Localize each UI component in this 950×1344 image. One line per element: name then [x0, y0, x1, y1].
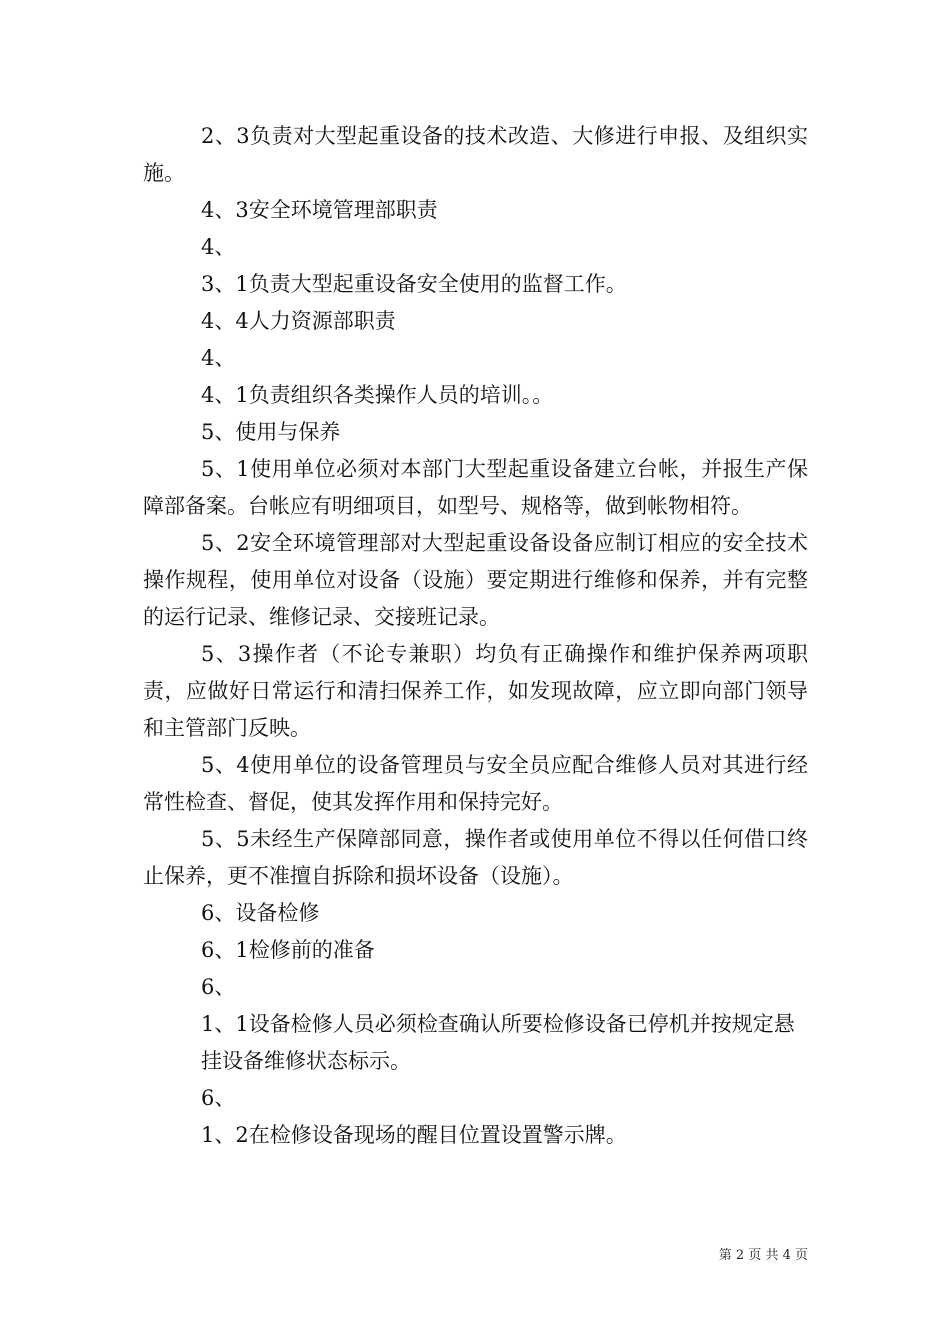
paragraph-continuation: 挂设备维修状态标示。 — [201, 1049, 411, 1073]
heading-4-4: 4、4人力资源部职责 — [201, 309, 396, 333]
paragraph-5-1: 5、1使用单位必须对本部门大型起重设备建立台帐，并报生产保障部备案。台帐应有明细项目，如型号、规格等，做到帐物相符。 — [143, 457, 808, 518]
paragraph-fragment: 6、 — [201, 1086, 236, 1110]
paragraph-1-2: 1、2在检修设备现场的醒目位置设置警示牌。 — [201, 1123, 627, 1147]
paragraph-1-1: 1、1设备检修人员必须检查确认所要检修设备已停机并按规定悬 — [201, 1012, 795, 1036]
heading-4-3: 4、3安全环境管理部职责 — [201, 198, 438, 222]
paragraph-3-1: 3、1负责大型起重设备安全使用的监督工作。 — [201, 272, 627, 296]
document-body — [143, 118, 808, 1154]
heading-5: 5、使用与保养 — [201, 420, 341, 444]
page-number-footer: 第 2 页 共 4 页 — [718, 1248, 808, 1263]
paragraph-2-3: 2、3负责对大型起重设备的技术改造、大修进行申报、及组织实施。 — [143, 124, 808, 185]
paragraph-5-3: 5、3操作者（不论专兼职）均负有正确操作和维护保养两项职责，应做好日常运行和清扫保养工作，如发现故障，应立即向部门领导和主管部门反映。 — [143, 642, 808, 740]
paragraph-fragment: 4、 — [201, 346, 236, 370]
paragraph-5-4: 5、4使用单位的设备管理员与安全员应配合维修人员对其进行经常性检查、督促，使其发挥作用和保持完好。 — [143, 753, 808, 814]
paragraph-5-5: 5、5未经生产保障部同意，操作者或使用单位不得以任何借口终止保养，更不准擅自拆除和损坏设备（设施）。 — [143, 827, 808, 888]
paragraph-5-2: 5、2安全环境管理部对大型起重设备设备应制订相应的安全技术操作规程，使用单位对设备（设施）要定期进行维修和保养，并有完整的运行记录、维修记录、交接班记录。 — [143, 531, 808, 629]
heading-6-1: 6、1检修前的准备 — [201, 938, 375, 962]
heading-6: 6、设备检修 — [201, 901, 320, 925]
paragraph-4-1: 4、1负责组织各类操作人员的培训。。 — [201, 383, 554, 407]
paragraph-fragment: 6、 — [201, 975, 236, 999]
paragraph-fragment: 4、 — [201, 235, 236, 259]
